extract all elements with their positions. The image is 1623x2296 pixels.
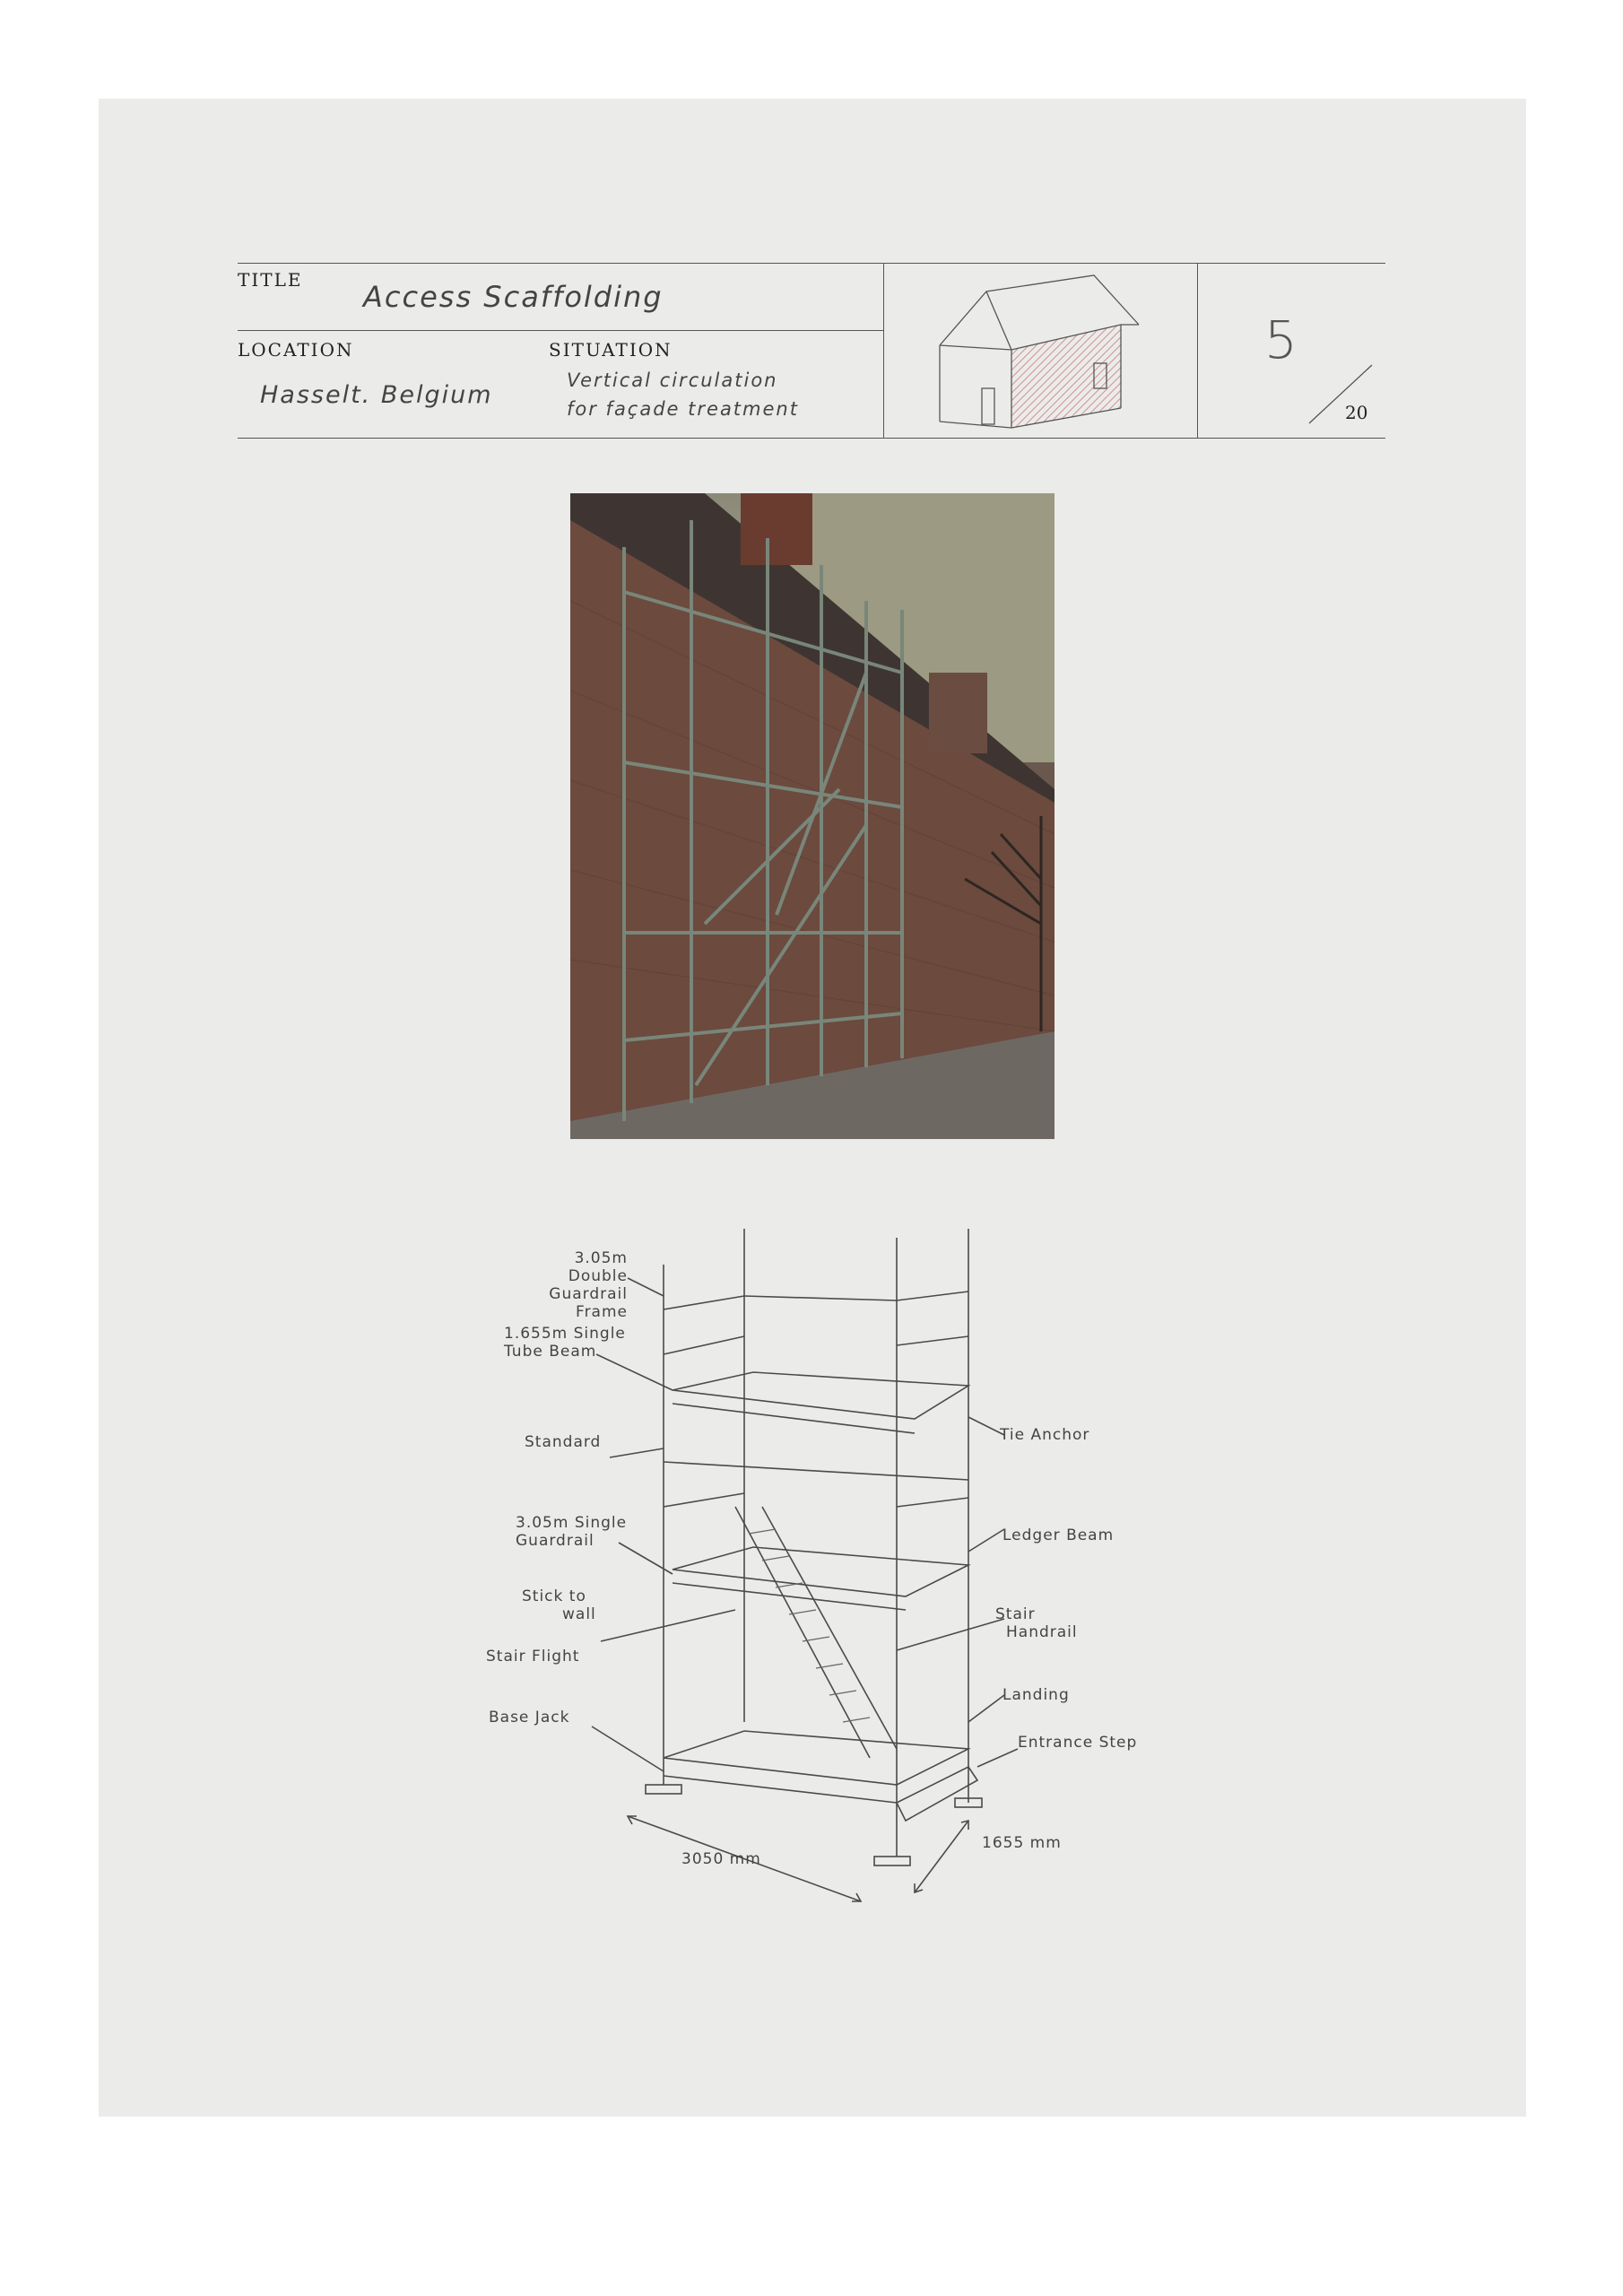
location-value: Hasselt. Belgium — [260, 381, 493, 409]
label-standard: Standard — [525, 1433, 602, 1451]
label-base-jack: Base Jack — [489, 1709, 570, 1726]
page-number: 5 — [1264, 309, 1299, 370]
page-total: 20 — [1345, 402, 1368, 423]
header-divider-2 — [1197, 263, 1198, 438]
label-double-frame: 3.05m Double Guardrail Frame — [549, 1249, 628, 1321]
label-stair-flight: Stair Flight — [486, 1648, 580, 1665]
situation-label: SITUATION — [549, 339, 673, 361]
label-single-guardrail: 3.05m Single Guardrail — [516, 1514, 628, 1550]
label-tie-anchor: Tie Anchor — [1000, 1426, 1090, 1444]
scaffolding-photo — [570, 493, 1055, 1139]
location-label: LOCATION — [238, 339, 354, 361]
situation-line-1: Vertical circulation — [567, 370, 778, 391]
label-entrance-step: Entrance Step — [1018, 1734, 1138, 1752]
house-sketch-icon — [933, 274, 1157, 435]
header-top-rule — [238, 263, 1385, 264]
title-value: Access Scaffolding — [363, 280, 664, 314]
label-stick-to-wall: Stick to wall — [522, 1587, 596, 1623]
header-mid-rule — [238, 330, 883, 331]
dimension-length: 3050 mm — [681, 1850, 761, 1868]
header-bottom-rule — [238, 438, 1385, 439]
label-landing: Landing — [1002, 1686, 1070, 1704]
dimension-width: 1655 mm — [982, 1834, 1062, 1852]
label-single-tube: 1.655m Single Tube Beam — [504, 1325, 626, 1361]
situation-line-2: for façade treatment — [567, 398, 799, 420]
label-stair-handrail: Stair Handrail — [995, 1605, 1078, 1641]
header-divider-1 — [883, 263, 884, 438]
title-label: TITLE — [238, 269, 303, 291]
label-ledger-beam: Ledger Beam — [1002, 1526, 1115, 1544]
